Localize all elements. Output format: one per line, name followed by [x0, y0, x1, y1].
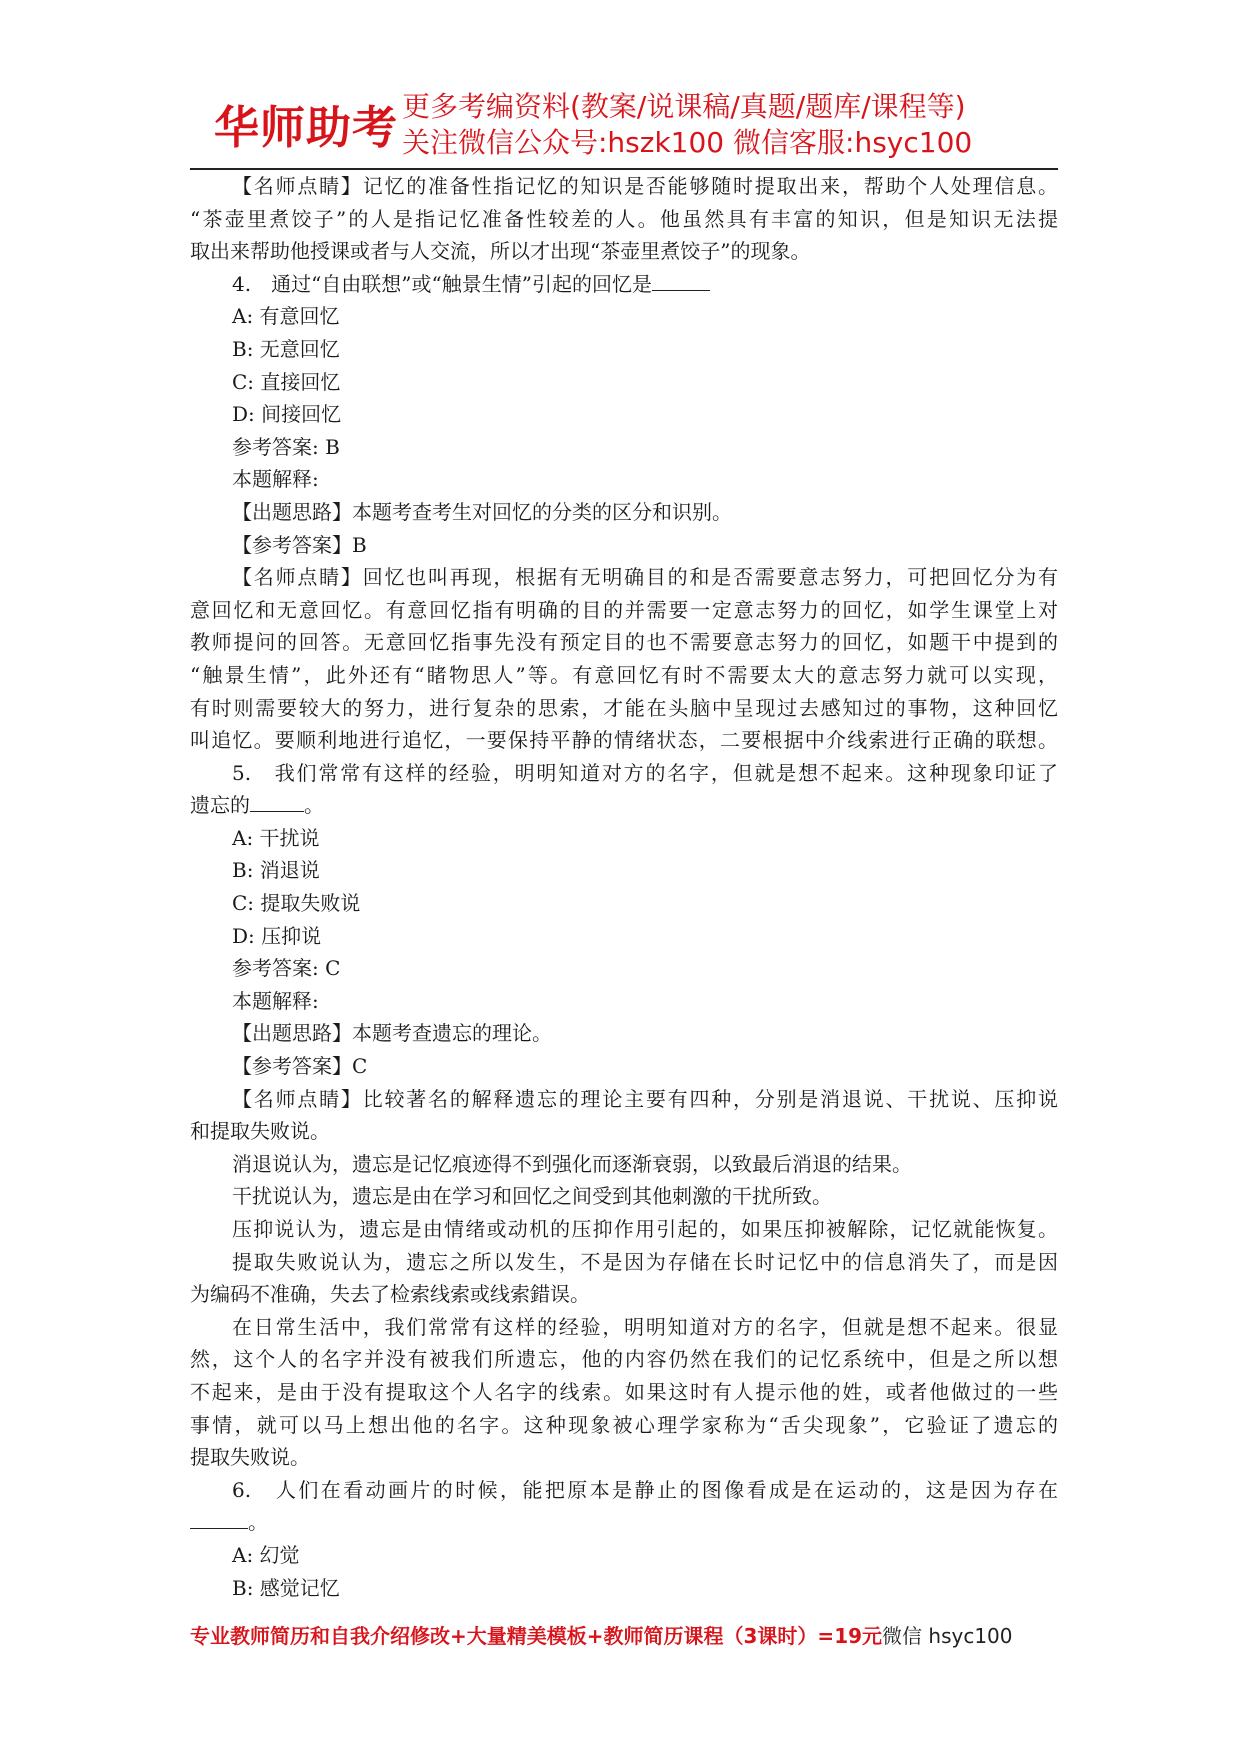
paragraph-line: 和提取失败说。 [190, 1119, 330, 1144]
option-d: D: 间接回忆 [232, 402, 342, 427]
answer-blank [652, 270, 710, 291]
paragraph-line: 干扰说认为，遗忘是由在学习和回忆之间受到其他刺激的干扰所致。 [232, 1184, 832, 1209]
reference-answer: 参考答案: B [232, 434, 340, 459]
paragraph-line: 教师提问的回答。无意回忆指事先没有预定目的也不需要意志努力的回忆，如题干中提到的 [190, 630, 1058, 655]
punctuation: 。 [304, 793, 324, 818]
footer-wechat: 微信 hsyc100 [882, 1624, 1013, 1648]
option-b: B: 消退说 [232, 858, 320, 883]
question-text: 遗忘的 [190, 793, 250, 818]
explanation-label: 本题解释: [232, 988, 319, 1013]
paragraph-line: 【名师点睛】比较著名的解释遗忘的理论主要有四种，分别是消退说、干扰说、压抑说 [232, 1086, 1058, 1111]
paragraph-line: “触景生情”，此外还有“睹物思人”等。有意回忆有时不需要太大的意志努力就可以实现， [190, 662, 1058, 687]
question-5-stem-cont [190, 789, 1058, 822]
answer-tag: 【参考答案】B [232, 532, 367, 557]
page-footer [190, 1621, 1058, 1651]
paragraph-line: 压抑说认为，遗忘是由情绪或动机的压抑作用引起的，如果压抑被解除，记忆就能恢复。 [232, 1217, 1058, 1241]
option-b: B: 感觉记忆 [232, 1575, 340, 1600]
explanation-label: 本题解释: [232, 467, 319, 492]
option-b: B: 无意回忆 [232, 336, 340, 361]
paragraph-line: 事情，就可以马上想出他的名字。这种现象被心理学家称为“舌尖现象”，它验证了遗忘的 [190, 1412, 1058, 1437]
paragraph-line: 然，这个人的名字并没有被我们所遗忘，他的内容仍然在我们的记忆系统中，但是之所以想 [190, 1347, 1058, 1372]
question-6-stem-cont [190, 1506, 1058, 1539]
paragraph-line: 消退说认为，遗忘是记忆痕迹得不到强化而逐渐衰弱，以致最后消退的结果。 [232, 1151, 912, 1176]
reference-answer: 参考答案: C [232, 956, 341, 981]
brand-logo-text: 华师助考 [214, 101, 399, 154]
option-c: C: 直接回忆 [232, 369, 341, 394]
paragraph-line: 【名师点睛】回忆也叫再现，根据有无明确目的和是否需要意志努力，可把回忆分为有 [232, 565, 1058, 590]
option-a: A: 干扰说 [232, 825, 320, 850]
paragraph-line: 取出来帮助他授课或者与人交流，所以才出现“茶壶里煮饺子”的现象。 [190, 239, 811, 264]
paragraph-line: 有时则需要较大的努力，进行复杂的思索，才能在头脑中呈现过去感知过的事物，这种回忆 [190, 695, 1058, 720]
answer-blank [190, 1508, 248, 1529]
option-a: A: 有意回忆 [232, 304, 340, 329]
page-header [214, 88, 1044, 164]
paragraph-line: 不起来，是由于没有提取这个人名字的线索。如果这时有人提示他的姓，或者他做过的一些 [190, 1379, 1058, 1404]
answer-tag: 【参考答案】C [232, 1054, 368, 1079]
question-text: 4. 通过“自由联想”或“触景生情”引起的回忆是 [232, 271, 652, 296]
question-idea: 【出题思路】本题考查遗忘的理论。 [232, 1021, 552, 1046]
question-5-stem: 5. 我们常常有这样的经验，明明知道对方的名字，但就是想不起来。这种现象印证了 [232, 760, 1058, 785]
paragraph-line: 提取失败说认为，遗忘之所以发生，不是因为存储在长时记忆中的信息消失了，而是因 [232, 1249, 1058, 1274]
answer-blank [250, 791, 304, 812]
paragraph-line: “茶壶里煮饺子”的人是指记忆准备性较差的人。他虽然具有丰富的知识，但是知识无法提 [190, 206, 1058, 231]
paragraph-line: 【名师点睛】记忆的准备性指记忆的知识是否能够随时提取出来，帮助个人处理信息。 [232, 174, 1058, 198]
option-d: D: 压抑说 [232, 923, 322, 948]
question-idea: 【出题思路】本题考查考生对回忆的分类的区分和识别。 [232, 499, 732, 524]
option-a: A: 幻觉 [232, 1542, 300, 1567]
paragraph-line: 在日常生活中，我们常常有这样的经验，明明知道对方的名字，但就是想不起来。很显 [232, 1314, 1058, 1339]
paragraph-line: 叫追忆。要顺利地进行追忆，一要保持平静的情绪状态，二要根据中介线索进行正确的联想。 [190, 728, 1058, 753]
header-tagline-materials: 更多考编资料(教案/说课稿/真题/题库/课程等) [402, 90, 966, 123]
header-tagline-wechat: 关注微信公众号:hszk100 微信客服:hsyc100 [402, 126, 973, 159]
option-c: C: 提取失败说 [232, 891, 361, 916]
punctuation: 。 [248, 1510, 268, 1535]
paragraph-line: 为编码不准确，失去了检索线索或线索錯误。 [190, 1282, 590, 1307]
footer-promo: 专业教师简历和自我介绍修改+大量精美模板+教师简历课程（3课时）=19元 [190, 1624, 883, 1648]
paragraph-line: 意回忆和无意回忆。有意回忆指有明确的目的并需要一定意志努力的回忆，如学生课堂上对 [190, 597, 1058, 622]
document-body [190, 170, 1058, 1604]
question-6-stem: 6. 人们在看动画片的时候，能把原本是静止的图像看成是在运动的，这是因为存在 [232, 1477, 1058, 1502]
question-4-stem [190, 268, 1058, 301]
paragraph-line: 提取失败说。 [190, 1445, 310, 1470]
